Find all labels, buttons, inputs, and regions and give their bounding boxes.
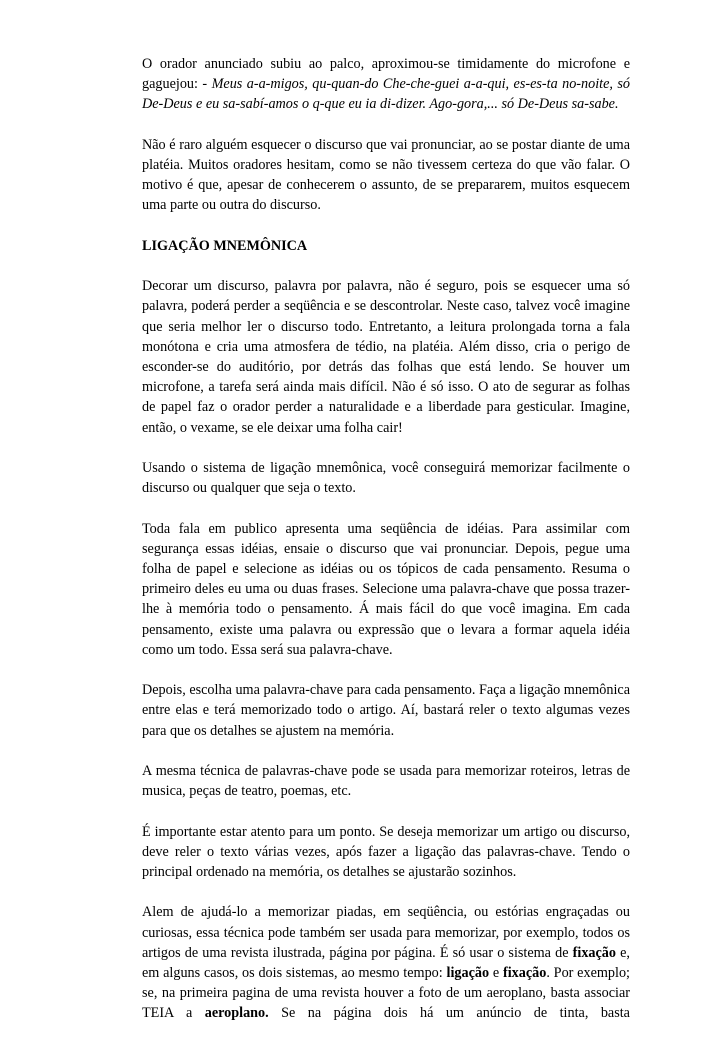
- paragraph-forgetting: Não é raro alguém esquecer o discurso que vai pronunciar, ao se postar diante de uma platéia. Muitos oradores hesitam, como se não tivessem certeza do que vão falar. O motivo é que, apesar de conhecerem o assunto, de se prepararem, muitos esquecem uma parte ou outra do discurso.: [142, 136, 630, 214]
- paragraph-memorizing: Decorar um discurso, palavra por palavra, não é seguro, pois se esquecer uma só palavra, poderá perder a seqüência e se descontrolar. Neste caso, talvez você imagine que seria melhor ler o discurso todo. Entretanto, a leitura prolongada torna a fala monótona e cria uma atmosfera de tédio, na platéia. Além disso, cria o perigo de esconder-se do auditório, por detrás das folhas que está lendo. Se houver um microfone, a tarefa será ainda mais difícil. Não é só isso. O ato de segurar as folhas de papel faz o orador perder a naturalidade e a liberdade para gesticular. Imagine, então, o vexame, se ele deixar uma folha cair!: [142, 278, 630, 436]
- paragraph-attention: É importante estar atento para um ponto. Se deseja memorizar um artigo ou discurso, deve reler o texto várias vezes, após fazer a ligação das palavras-chave. Tendo o principal ordenado na memória, os detalhes se ajustarão sozinhos.: [142, 823, 630, 880]
- bold-aeroplano: aeroplano.: [204, 1005, 269, 1022]
- magazine-text-2: e, em alguns casos, os dois sistemas, ao mesmo tempo:: [142, 944, 630, 981]
- section-heading: LIGAÇÃO MNEMÔNICA: [142, 237, 308, 254]
- magazine-text-3: e: [489, 965, 503, 981]
- magazine-text-1: Alem de ajudá-lo a memorizar piadas, em seqüência, ou estórias engraçadas ou curiosas, essa técnica pode também ser usada para memorizar, por exemplo, todos os artigos de uma revista ilustrada, página por página. É só usar o sistema de: [142, 904, 630, 961]
- paragraph-technique: A mesma técnica de palavras-chave pode se usada para memorizar roteiros, letras de musica, peças de teatro, poemas, etc.: [142, 763, 630, 800]
- paragraph-system: Usando o sistema de ligação mnemônica, você conseguirá memorizar facilmente o discurso ou qualquer que seja o texto.: [142, 460, 630, 497]
- bold-fixacao-2: fixação: [502, 965, 547, 981]
- paragraph-magazine: [142, 902, 630, 1023]
- document-page: [142, 54, 630, 1044]
- bold-ligacao: ligação: [446, 965, 490, 981]
- intro-text: O orador anunciado subiu ao palco, aproximou-se timidamente do microfone e gaguejou:: [142, 56, 630, 93]
- magazine-text-5: Se na página dois há um anúncio de tinta, basta: [268, 1005, 630, 1022]
- intro-quote: - Meus a-a-migos, qu-quan-do Che-che-guei a-a-qui, es-es-ta no-noite, só De-Deus e eu sa-sabí-amos o q-que eu ia di-dizer. Ago-gora,... só De-Deus sa-sabe.: [142, 76, 631, 113]
- paragraph-intro: [142, 54, 630, 115]
- paragraph-keywords: Depois, escolha uma palavra-chave para cada pensamento. Faça a ligação mnemônica entre elas e terá memorizado todo o artigo. Aí, bastará reler o texto algumas vezes para que os detalhes se ajustem na memória.: [142, 682, 630, 739]
- paragraph-ideas: Toda fala em publico apresenta uma seqüência de idéias. Para assimilar com segurança essas idéias, ensaie o discurso que vai pronunciar. Depois, pegue uma folha de papel e selecione as idéias ou os tópicos de cada pensamento. Resuma o primeiro deles eu uma ou duas frases. Selecione uma palavra-chave que possa trazer-lhe à memória todo o pensamento. Á mais fácil do que você imagina. Em cada pensamento, existe uma palavra ou expressão que o levara a formar aquela idéia como um todo. Essa será sua palavra-chave.: [142, 520, 630, 658]
- magazine-text-4: . Por exemplo; se, na primeira pagina de uma revista houver a foto de um aeroplano, basta associar TEIA a: [142, 965, 630, 1022]
- bold-fixacao-1: fixação: [572, 944, 616, 961]
